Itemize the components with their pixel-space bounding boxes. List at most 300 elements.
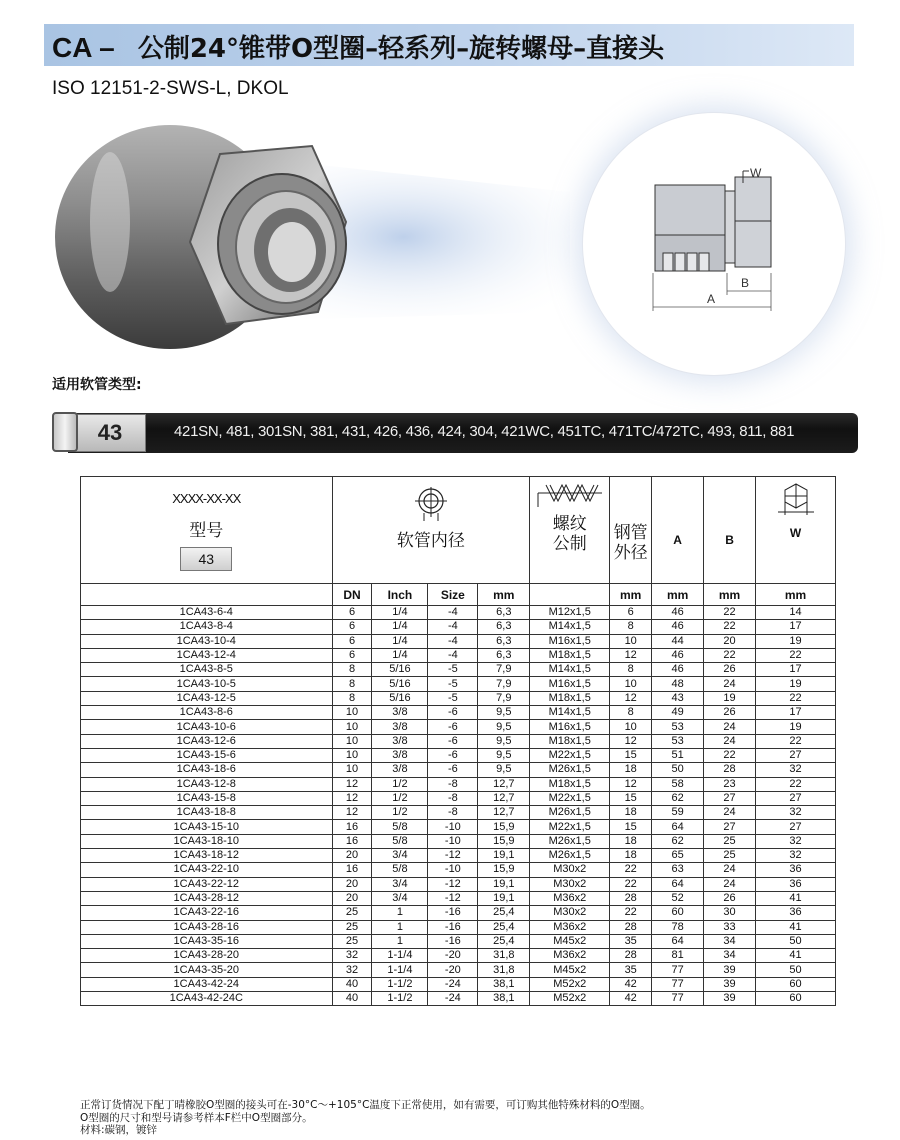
bore-label: 软管内径 (396, 531, 465, 551)
fitting-photo (50, 112, 570, 362)
notes (80, 1099, 651, 1137)
table-cell: 26 (704, 891, 756, 905)
table-cell: 25,4 (478, 906, 530, 920)
table-cell: 25 (332, 934, 372, 948)
table-cell: 46 (652, 648, 704, 662)
table-cell: -10 (428, 820, 478, 834)
table-cell: 46 (652, 620, 704, 634)
table-cell: 1CA43-12-4 (81, 648, 333, 662)
table-cell: 15,9 (478, 820, 530, 834)
table-cell: 3/4 (372, 891, 428, 905)
table-row (81, 977, 836, 991)
table-cell: 1CA43-18-8 (81, 806, 333, 820)
table-cell: 10 (332, 734, 372, 748)
table-cell: 15,9 (478, 834, 530, 848)
table-cell: M26x1,5 (530, 834, 610, 848)
table-cell: 22 (704, 648, 756, 662)
table-row (81, 663, 836, 677)
table-cell: 23 (704, 777, 756, 791)
table-cell: -12 (428, 891, 478, 905)
table-cell: M14x1,5 (530, 620, 610, 634)
table-cell: 8 (610, 620, 652, 634)
table-cell: 26 (704, 663, 756, 677)
table-cell: 42 (610, 977, 652, 991)
table-row (81, 634, 836, 648)
table-cell: 20 (332, 891, 372, 905)
table-cell: 8 (332, 663, 372, 677)
table-cell: 31,8 (478, 949, 530, 963)
table-cell: 19 (756, 677, 836, 691)
table-cell: 27 (756, 791, 836, 805)
table-cell: 1CA43-18-12 (81, 849, 333, 863)
table-cell: -10 (428, 834, 478, 848)
table-row (81, 620, 836, 634)
table-cell: M26x1,5 (530, 806, 610, 820)
tube-unit: mm (610, 584, 652, 606)
table-cell: 41 (756, 920, 836, 934)
table-cell: 62 (652, 791, 704, 805)
table-cell: 18 (610, 849, 652, 863)
table-cell: 5/8 (372, 820, 428, 834)
table-cell: M30x2 (530, 906, 610, 920)
table-cell: 32 (756, 834, 836, 848)
table-cell: 41 (756, 891, 836, 905)
table-cell: 10 (332, 720, 372, 734)
table-cell: 27 (756, 748, 836, 762)
table-cell: -24 (428, 992, 478, 1006)
table-cell: 49 (652, 706, 704, 720)
table-cell: 12,7 (478, 806, 530, 820)
table-cell: M14x1,5 (530, 663, 610, 677)
table-cell: 3/8 (372, 720, 428, 734)
table-cell: 32 (756, 806, 836, 820)
note-line: 正常订货情况下配丁晴橡胶O型圈的接头可在-30°C～+105°C温度下正常使用，如有需要，可订购其他特殊材料的O型圈。 (80, 1099, 651, 1111)
table-row (81, 949, 836, 963)
table-cell: 22 (610, 877, 652, 891)
table-cell: 1/2 (372, 806, 428, 820)
table-cell: 16 (332, 834, 372, 848)
table-cell: -6 (428, 720, 478, 734)
table-cell: 12,7 (478, 777, 530, 791)
table-cell: 22 (756, 691, 836, 705)
table-cell: 24 (704, 863, 756, 877)
b-dimension-label: B (741, 276, 750, 290)
w-label: W (789, 526, 802, 540)
table-cell: 1CA43-22-16 (81, 906, 333, 920)
b-label: B (725, 533, 734, 547)
table-cell: 60 (756, 992, 836, 1006)
table-cell: 22 (756, 648, 836, 662)
table-cell: 40 (332, 992, 372, 1006)
table-cell: -8 (428, 777, 478, 791)
table-cell: 1-1/4 (372, 949, 428, 963)
table-cell: 25 (332, 906, 372, 920)
table-cell: 32 (332, 949, 372, 963)
table-cell: 40 (332, 977, 372, 991)
table-cell: 22 (610, 863, 652, 877)
hex-wrench-icon (776, 481, 816, 517)
table-cell: -4 (428, 634, 478, 648)
table-cell: 1CA43-18-10 (81, 834, 333, 848)
table-cell: -12 (428, 877, 478, 891)
hose-types-list: 421SN, 481, 301SN, 381, 431, 426, 436, 424, 304, 421WC, 451TC, 471TC/472TC, 493, 811, 881 (174, 423, 795, 440)
a-header (652, 477, 704, 584)
table-cell: -16 (428, 934, 478, 948)
table-cell: 9,5 (478, 763, 530, 777)
table-cell: 6,3 (478, 606, 530, 620)
table-cell: 24 (704, 806, 756, 820)
table-cell: 10 (332, 706, 372, 720)
table-row (81, 606, 836, 620)
table-cell: 35 (610, 934, 652, 948)
mm-header: mm (478, 584, 530, 606)
table-cell: 1CA43-8-6 (81, 706, 333, 720)
fitting-icon (52, 412, 78, 452)
table-cell: -10 (428, 863, 478, 877)
table-cell: 52 (652, 891, 704, 905)
hose-badge (52, 409, 150, 457)
thread-unit-cell (530, 584, 610, 606)
table-cell: 63 (652, 863, 704, 877)
table-cell: 38,1 (478, 977, 530, 991)
thread-icon (534, 481, 606, 511)
table-cell: 1CA43-8-5 (81, 663, 333, 677)
table-cell: M16x1,5 (530, 634, 610, 648)
product-code: CA – (52, 32, 115, 63)
table-cell: 8 (610, 663, 652, 677)
table-cell: 1CA43-18-6 (81, 763, 333, 777)
table-cell: 7,9 (478, 663, 530, 677)
table-cell: 78 (652, 920, 704, 934)
table-cell: 36 (756, 877, 836, 891)
table-cell: 32 (332, 963, 372, 977)
table-cell: 1 (372, 920, 428, 934)
table-cell: -6 (428, 734, 478, 748)
table-cell: 50 (756, 934, 836, 948)
inch-header: Inch (372, 584, 428, 606)
table-cell: 10 (610, 720, 652, 734)
table-cell: 25 (704, 834, 756, 848)
table-cell: 41 (756, 949, 836, 963)
table-cell: 15 (610, 820, 652, 834)
table-cell: 15 (610, 791, 652, 805)
table-cell: 17 (756, 706, 836, 720)
table-cell: 10 (332, 763, 372, 777)
table-cell: 6 (332, 620, 372, 634)
table-row (81, 934, 836, 948)
table-cell: 19,1 (478, 891, 530, 905)
table-cell: M18x1,5 (530, 777, 610, 791)
table-cell: -4 (428, 620, 478, 634)
table-cell: 62 (652, 834, 704, 848)
table-cell: -6 (428, 706, 478, 720)
table-cell: 22 (704, 606, 756, 620)
w-unit: mm (756, 584, 836, 606)
table-cell: 19 (704, 691, 756, 705)
table-cell: 3/8 (372, 763, 428, 777)
table-cell: 36 (756, 863, 836, 877)
table-cell: 1 (372, 906, 428, 920)
table-cell: 20 (704, 634, 756, 648)
table-cell: 59 (652, 806, 704, 820)
table-cell: 6,3 (478, 648, 530, 662)
table-cell: M52x2 (530, 992, 610, 1006)
tube-label: 钢管 外径 (613, 523, 648, 563)
b-header (704, 477, 756, 584)
table-cell: M12x1,5 (530, 606, 610, 620)
table-cell: 1CA43-42-24 (81, 977, 333, 991)
table-cell: 50 (652, 763, 704, 777)
table-cell: M30x2 (530, 863, 610, 877)
table-cell: 8 (332, 691, 372, 705)
table-cell: 28 (610, 949, 652, 963)
table-cell: 3/4 (372, 849, 428, 863)
table-cell: 3/8 (372, 734, 428, 748)
tube-header (610, 477, 652, 584)
table-cell: M16x1,5 (530, 677, 610, 691)
table-cell: 22 (704, 748, 756, 762)
table-cell: 24 (704, 720, 756, 734)
table-cell: 6,3 (478, 620, 530, 634)
table-cell: 1/4 (372, 634, 428, 648)
table-cell: 1-1/2 (372, 992, 428, 1006)
table-cell: 1CA43-22-12 (81, 877, 333, 891)
table-cell: 1CA43-35-20 (81, 963, 333, 977)
table-cell: 39 (704, 977, 756, 991)
table-cell: 12 (332, 791, 372, 805)
table-cell: 1/4 (372, 606, 428, 620)
table-row (81, 777, 836, 791)
table-cell: 1CA43-8-4 (81, 620, 333, 634)
table-cell: 9,5 (478, 734, 530, 748)
table-cell: 1CA43-28-12 (81, 891, 333, 905)
table-row (81, 963, 836, 977)
table-cell: 18 (610, 763, 652, 777)
table-cell: -4 (428, 648, 478, 662)
table-cell: 1CA43-10-4 (81, 634, 333, 648)
table-cell: 34 (704, 949, 756, 963)
table-cell: 6 (610, 606, 652, 620)
table-cell: 12 (610, 691, 652, 705)
table-cell: 8 (610, 706, 652, 720)
table-cell: 1-1/2 (372, 977, 428, 991)
dimension-drawing-svg (583, 113, 845, 375)
table-row (81, 706, 836, 720)
model-badge: 43 (180, 547, 232, 571)
table-cell: 1CA43-12-5 (81, 691, 333, 705)
table-cell: 27 (704, 820, 756, 834)
table-cell: 35 (610, 963, 652, 977)
table-cell: -5 (428, 691, 478, 705)
table-cell: M36x2 (530, 920, 610, 934)
table-row (81, 748, 836, 762)
table-cell: 14 (756, 606, 836, 620)
table-cell: 38,1 (478, 992, 530, 1006)
table-cell: 7,9 (478, 677, 530, 691)
table-cell: 19 (756, 720, 836, 734)
table-cell: 15 (610, 748, 652, 762)
table-cell: M45x2 (530, 934, 610, 948)
table-cell: 17 (756, 620, 836, 634)
table-cell: M30x2 (530, 877, 610, 891)
table-cell: 1/4 (372, 620, 428, 634)
w-header (756, 477, 836, 584)
table-cell: 53 (652, 720, 704, 734)
dimension-drawing (582, 112, 846, 376)
table-cell: 39 (704, 963, 756, 977)
table-cell: 51 (652, 748, 704, 762)
table-cell: 1CA43-15-8 (81, 791, 333, 805)
table-cell: M26x1,5 (530, 763, 610, 777)
hose-badge-number: 43 (74, 414, 146, 452)
bore-header (332, 477, 530, 584)
dn-header: DN (332, 584, 372, 606)
bore-diameter-icon (411, 483, 451, 523)
thread-header (530, 477, 610, 584)
table-cell: 22 (756, 777, 836, 791)
a-unit: mm (652, 584, 704, 606)
table-cell: 3/8 (372, 706, 428, 720)
table-cell: 39 (704, 992, 756, 1006)
table-cell: -16 (428, 920, 478, 934)
table-cell: 25,4 (478, 934, 530, 948)
table-cell: -4 (428, 606, 478, 620)
table-cell: 60 (756, 977, 836, 991)
table-cell: 1CA43-35-16 (81, 934, 333, 948)
table-cell: 1/4 (372, 648, 428, 662)
table-cell: M22x1,5 (530, 748, 610, 762)
page-title (52, 28, 664, 65)
table-cell: 1CA43-12-8 (81, 777, 333, 791)
table-cell: 19,1 (478, 877, 530, 891)
table-row (81, 677, 836, 691)
table-cell: -12 (428, 849, 478, 863)
table-cell: 12 (332, 777, 372, 791)
table-cell: 81 (652, 949, 704, 963)
table-cell: 77 (652, 963, 704, 977)
w-dimension-label: W (750, 166, 762, 180)
table-row (81, 920, 836, 934)
table-cell: 46 (652, 663, 704, 677)
table-cell: 17 (756, 663, 836, 677)
table-cell: 1CA43-12-6 (81, 734, 333, 748)
table-cell: M26x1,5 (530, 849, 610, 863)
table-cell: -20 (428, 963, 478, 977)
table-cell: 60 (652, 906, 704, 920)
table-cell: 28 (704, 763, 756, 777)
table-cell: 9,5 (478, 706, 530, 720)
table-cell: 36 (756, 906, 836, 920)
table-cell: 24 (704, 877, 756, 891)
table-cell: 30 (704, 906, 756, 920)
table-cell: -6 (428, 763, 478, 777)
table-cell: 1CA43-42-24C (81, 992, 333, 1006)
table-cell: 1CA43-15-10 (81, 820, 333, 834)
table-cell: 7,9 (478, 691, 530, 705)
table-cell: 1/2 (372, 791, 428, 805)
table-cell: 12 (610, 734, 652, 748)
table-cell: 48 (652, 677, 704, 691)
table-cell: 22 (704, 620, 756, 634)
table-cell: 24 (704, 677, 756, 691)
table-row (81, 691, 836, 705)
table-cell: 25,4 (478, 920, 530, 934)
table-row (81, 906, 836, 920)
table-cell: 1CA43-22-10 (81, 863, 333, 877)
table-cell: M18x1,5 (530, 691, 610, 705)
table-cell: 18 (610, 806, 652, 820)
table-row (81, 648, 836, 662)
table-cell: 25 (332, 920, 372, 934)
table-row (81, 806, 836, 820)
table-cell: 12,7 (478, 791, 530, 805)
table-cell: 50 (756, 963, 836, 977)
table-row (81, 849, 836, 863)
table-cell: 10 (610, 634, 652, 648)
table-cell: 28 (610, 920, 652, 934)
table-cell: 6 (332, 634, 372, 648)
size-header: Size (428, 584, 478, 606)
table-cell: 1CA43-10-6 (81, 720, 333, 734)
table-cell: 5/8 (372, 834, 428, 848)
table-cell: 1CA43-28-16 (81, 920, 333, 934)
table-cell: 20 (332, 849, 372, 863)
table-cell: 32 (756, 849, 836, 863)
table-cell: 22 (610, 906, 652, 920)
table-row (81, 891, 836, 905)
note-line: 材料:碳钢，镀锌 (80, 1124, 158, 1136)
table-cell: 28 (610, 891, 652, 905)
table-cell: 27 (704, 791, 756, 805)
table-row (81, 877, 836, 891)
table-cell: -5 (428, 677, 478, 691)
note-line: O型圈的尺寸和型号请参考样本F栏中O型圈部分。 (80, 1111, 313, 1124)
table-cell: 12 (332, 806, 372, 820)
table-cell: -8 (428, 806, 478, 820)
table-cell: M22x1,5 (530, 820, 610, 834)
spec-table-body (81, 606, 836, 1006)
table-cell: -6 (428, 748, 478, 762)
table-cell: M14x1,5 (530, 706, 610, 720)
table-row (81, 791, 836, 805)
table-cell: 5/8 (372, 863, 428, 877)
table-row (81, 734, 836, 748)
table-cell: -8 (428, 791, 478, 805)
model-label: 型号 (189, 521, 224, 541)
table-cell: 6,3 (478, 634, 530, 648)
table-cell: M18x1,5 (530, 734, 610, 748)
table-cell: 26 (704, 706, 756, 720)
table-cell: -24 (428, 977, 478, 991)
b-unit: mm (704, 584, 756, 606)
table-cell: 64 (652, 934, 704, 948)
table-cell: M36x2 (530, 949, 610, 963)
table-cell: -20 (428, 949, 478, 963)
standard-label: ISO 12151-2-SWS-L, DKOL (52, 78, 289, 99)
table-cell: 6 (332, 648, 372, 662)
product-title: 公制24°锥带O型圈–轻系列–旋转螺母–直接头 (137, 34, 665, 64)
table-cell: M45x2 (530, 963, 610, 977)
table-cell: 5/16 (372, 663, 428, 677)
table-cell: 43 (652, 691, 704, 705)
table-row (81, 720, 836, 734)
table-cell: 64 (652, 877, 704, 891)
table-row (81, 863, 836, 877)
table-cell: 5/16 (372, 677, 428, 691)
table-cell: 9,5 (478, 720, 530, 734)
table-cell: 25 (704, 849, 756, 863)
table-cell: 10 (610, 677, 652, 691)
